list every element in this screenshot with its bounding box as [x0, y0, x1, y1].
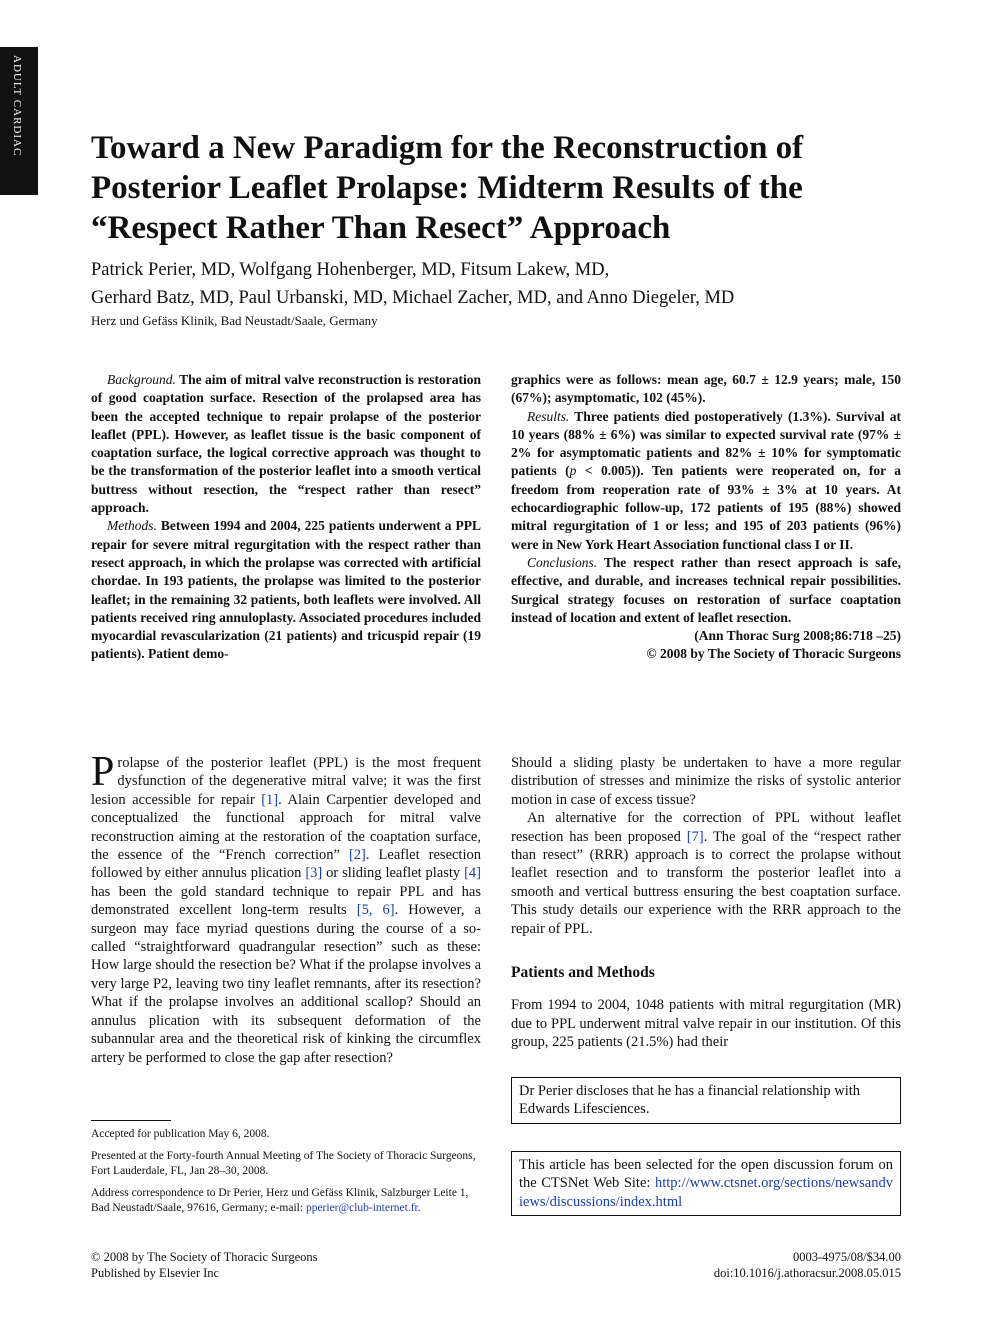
abstract-results: [511, 408, 901, 554]
footer-copyright: © 2008 by The Society of Thoracic Surgeons: [91, 1250, 318, 1264]
abstract-right: [511, 371, 901, 664]
intro-text-4: or sliding leaflet plasty: [322, 865, 465, 882]
results-text-b: < 0.005)). Ten patients were reoperated on, for a freedom from reoperation rate of 93% ± 3% at 10 years. At echocardiographic follow-up, 172 patients of 195 (88%) showed mitral regurgitation of 1 or less; and 195 of 203 patients (96%) were in New York Heart Association functional class I or II.: [511, 463, 901, 552]
footer-publisher: Published by Elsevier Inc: [91, 1265, 220, 1280]
article-title: Toward a New Paradigm for the Reconstruction of Posterior Leaflet Prolapse: Midterm Results of the “Respect Rather Than Resect” Approach: [91, 130, 804, 246]
intro-text-5: has been the gold standard technique to repair PPL and has demonstrated excellent long-term results: [91, 883, 481, 919]
ref-link-7[interactable]: [7]: [686, 828, 704, 845]
intro-text-6: . However, a surgeon may face myriad questions during the course of a so-called “straightforward quadrangular resection” such as these: How large should the resection be? What if the prolapse involves a very large P2, leaving two tiny leaflet remnants, after its resection? What if the prolapse involves an additional scallop? Should an annulus plication with its subsequent deformation of the subannular area and the theoretical risk of kinking the circumflex artery be performed to close the gap after resection?: [91, 902, 481, 1066]
body-text-2b: . The goal of the “respect rather than resect” (RRR) approach is to correct the prolapse without leaflet resection and to transform the posterior leaflet into a smooth and vertical buttress ensuring the best coaptation surface. This study details our experience with the RRR approach to the repair of PPL.: [511, 828, 901, 937]
ctsnet-link[interactable]: http://www.ctsnet.org/sections/newsandviews/discussions/index.html: [519, 1175, 893, 1210]
footnote-rule: [91, 1120, 171, 1121]
abstract-methods: [91, 517, 481, 663]
conclusions-text: The respect rather than resect approach is safe, effective, and durable, and increases technical repair possibilities. Surgical strategy focuses on restoration of surface coaptation instead of location and extent of leaflet resection.: [511, 554, 901, 625]
body-text-2a: An alternative for the correction of PPL without leaflet resection has been proposed: [511, 810, 901, 845]
correspondence-note: [91, 1186, 481, 1216]
ctsnet-box: [511, 1151, 901, 1216]
presented-note: Presented at the Forty-fourth Annual Meeting of The Society of Thoracic Surgeons, Fort Lauderdale, FL, Jan 28–30, 2008.: [91, 1150, 476, 1177]
background-label: Background.: [107, 372, 176, 387]
background-text: The aim of mitral valve reconstruction is restoration of good coaptation surface. Resection of the prolapsed area has been the accepted technique to repair prolapse of the posterior leaflet (PPL). However, as leaflet tissue is the basic component of coaptation surface, the logical corrective approach was thought to be the transformation of the posterior leaflet into a smooth vertical buttress without resection, the “respect rather than resect” approach.: [91, 372, 481, 516]
correspondence-end: .: [417, 1202, 421, 1214]
affiliation: Herz und Gefäss Klinik, Bad Neustadt/Saale, Germany: [91, 313, 378, 328]
ref-link-3[interactable]: [3]: [305, 865, 323, 882]
section-tab-label: ADULT CARDIAC: [11, 55, 23, 157]
results-text-a: Three patients died postoperatively (1.3%). Survival at 10 years (88% ± 6%) was similar to expected survival rate (97% ± 2% for asymptomatic patients and 82% ± 10% for symptomatic patients (: [511, 408, 901, 479]
author-list: [91, 256, 921, 312]
abstract-background: [91, 371, 481, 517]
footer-issn: 0003-4975/08/$34.00: [793, 1250, 901, 1264]
results-label: Results.: [527, 408, 570, 424]
abstract-conclusions: [511, 554, 901, 627]
ref-link-5-6[interactable]: [5, 6]: [356, 902, 395, 919]
methods-label: Methods.: [107, 518, 157, 534]
body-left-column: [91, 749, 481, 1067]
authors-line-1: Patrick Perier, MD, Wolfgang Hohenberger, MD, Fitsum Lakew, MD,: [91, 260, 610, 280]
section-heading: Patients and Methods: [511, 964, 655, 982]
footer-right: [561, 1250, 901, 1281]
citation: (Ann Thorac Surg 2008;86:718 –25): [694, 628, 901, 644]
intro-paragraph: [91, 749, 481, 1067]
email-link[interactable]: pperier@club-internet.fr: [305, 1202, 418, 1214]
body-paragraph-1: Should a sliding plasty be undertaken to have a more regular distribution of stresses and minimize the risks of systolic anterior motion in case of excess tissue?: [511, 755, 901, 808]
accepted-note: Accepted for publication May 6, 2008.: [91, 1128, 270, 1140]
footer-doi: doi:10.1016/j.athoracsur.2008.05.015: [713, 1265, 901, 1280]
methods-text: Between 1994 and 2004, 225 patients underwent a PPL repair for severe mitral regurgitation with the respect rather than resect approach, in which the prolapse was corrected with artificial chordae. In 193 patients, the prolapse was limited to the posterior leaflet; in the remaining 32 patients, both leaflets were involved. All patients received ring annuloplasty. Associated procedures included myocardial revascularization (21 patients) and tricuspid repair (19 patients). Patient demo-: [91, 518, 481, 662]
footnotes: [91, 1120, 481, 1223]
section-tab: [0, 47, 38, 195]
correspondence-text: Address correspondence to Dr Perier, Herz und Gefäss Klinik, Salzburger Leite 1, Bad Neustadt/Saale, 97616, Germany; e-mail:: [91, 1187, 469, 1214]
intro-text-3: . Leaflet resection followed by either annulus plication: [91, 847, 481, 882]
conclusions-label: Conclusions.: [527, 554, 598, 570]
footer-left: [91, 1250, 317, 1281]
abstract-copyright: © 2008 by The Society of Thoracic Surgeons: [646, 646, 901, 662]
results-p-italic: p: [569, 463, 577, 479]
body-right-column: [511, 754, 901, 1052]
body-paragraph-3: From 1994 to 2004, 1048 patients with mitral regurgitation (MR) due to PPL underwent mitral valve repair in our institution. Of this group, 225 patients (21.5%) had their: [511, 997, 901, 1051]
ref-link-4[interactable]: [4]: [464, 865, 481, 882]
abstract-left: [91, 371, 481, 664]
intro-text-2: . Alain Carpentier developed and conceptualized the functional approach for mitral valve reconstruction aiming at the restoration of the coaptation surface, the essence of the “French correction”: [91, 791, 481, 864]
intro-text-1: rolapse of the posterior leaflet (PPL) is the most frequent dysfunction of the degenerative mitral valve; it was the first lesion accessible for repair: [91, 755, 481, 808]
ref-link-2[interactable]: [2]: [348, 847, 366, 864]
authors-line-2: Gerhard Batz, MD, Paul Urbanski, MD, Michael Zacher, MD, and Anno Diegeler, MD: [91, 288, 735, 308]
disclosure-box: Dr Perier discloses that he has a financial relationship with Edwards Lifesciences.: [511, 1077, 901, 1124]
ctsnet-text: This article has been selected for the open discussion forum on the CTSNet Web Site:: [519, 1157, 893, 1192]
drop-cap: P: [91, 749, 115, 795]
body-paragraph-2: [511, 809, 901, 938]
ref-link-1[interactable]: [1]: [261, 791, 279, 808]
abstract-methods-cont: graphics were as follows: mean age, 60.7 ± 12.9 years; male, 150 (67%); asymptomatic, 102 (45%).: [511, 372, 901, 406]
